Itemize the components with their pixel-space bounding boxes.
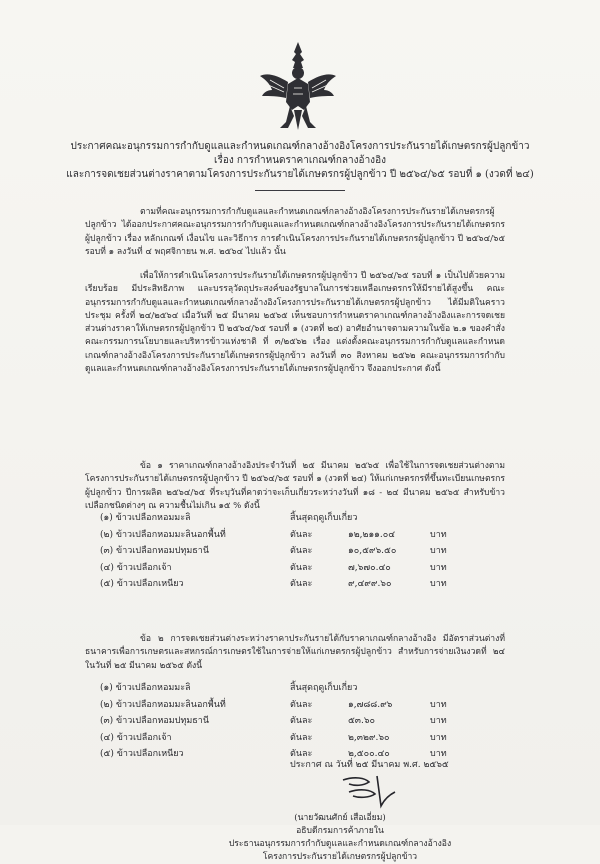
list-item — [90, 680, 510, 697]
list-item-value: ๑๐,๕๙๖.๕๐ — [348, 546, 397, 556]
list-item-label: (๑) ข้าวเปลือกหอมมะลิ — [100, 683, 191, 693]
signature-mark — [335, 772, 415, 810]
list-item-unit: ตันละ — [290, 699, 313, 710]
list-item-label: (๓) ข้าวเปลือกหอมปทุมธานี — [100, 546, 210, 556]
list-item-unit: ตันละ — [290, 732, 313, 743]
list-item-label: (๒) ข้าวเปลือกหอมมะลินอกพื้นที่ — [100, 699, 226, 710]
reference-price-list — [90, 510, 510, 593]
title-line-2: เรื่อง การกำหนดราคาเกณฑ์กลางอ้างอิง — [214, 155, 386, 166]
list-item-currency: บาท — [430, 749, 447, 759]
list-item — [90, 697, 510, 714]
list-item-unit: ตันละ — [290, 562, 313, 573]
paragraph-4: ข้อ ๒ การจดเชยส่วนต่างระหว่างราคาประกันรายได้กับราคาเกณฑ์กลางอ้างอิง มีอัตราส่วนต่างที่ธนาคารเพื่อการเกษตรและสหกรณ์การเกษตรใช้ในการจ่ายให้แก่เกษตรกรผู้ปลูกข้าว สำหรับการจ่ายเงินงวดที่ ๒๔ ในวันที่ ๒๕ มีนาคม ๒๕๖๕ ดังนี้ — [85, 634, 505, 671]
signer-title-1: อธิบดีกรมการค้าภายใน — [296, 826, 384, 836]
list-item-currency: บาท — [430, 716, 447, 726]
list-item-label: (๔) ข้าวเปลือกเจ้า — [100, 732, 172, 743]
title-divider — [255, 190, 345, 191]
list-item-currency: บาท — [430, 529, 447, 540]
title-line-1: ประกาศคณะอนุกรรมการกำกับดูแลและกำหนดเกณฑ์กลางอ้างอิงโครงการประกันรายได้เกษตรกรผู้ปลูกข้าว — [70, 141, 530, 152]
compensation-list — [90, 680, 510, 763]
list-item — [90, 730, 510, 747]
list-item-unit: ตันละ — [290, 749, 313, 759]
list-item — [90, 510, 510, 527]
list-item-label: (๔) ข้าวเปลือกเจ้า — [100, 562, 172, 573]
list-item-note: สิ้นสุดฤดูเก็บเกี่ยว — [290, 513, 358, 523]
paragraph-2: เพื่อให้การดำเนินโครงการประกันรายได้เกษตรกรผู้ปลูกข้าว ปี ๒๕๖๔/๖๕ รอบที่ ๑ เป็นไปด้วยความเรียบร้อย มีประสิทธิภาพ และบรรลุวัตถุประสงค์ของรัฐบาลในการช่วยเหลือเกษตรกรให้มีรายได้สูงขึ้น คณะอนุกรรมการกำกับดูแลและกำหนดเกณฑ์กลางอ้างอิงโครงการประกันรายได้เกษตรกรผู้ปลูกข้าว ได้มีมติในคราวประชุม ครั้งที่ ๒๔/๒๕๖๔ เมื่อวันที่ ๒๕ มีนาคม ๒๕๖๕ เห็นชอบการกำหนดราคาเกณฑ์กลางอ้างอิงและการจดเชยส่วนต่างราคาให้เกษตรกรผู้ปลูกข้าว ปี ๒๕๖๔/๖๕ รอบที่ ๑ (งวดที่ ๒๔) อาศัยอำนาจตามความในข้อ ๒.๑ ของคำสั่งคณะกรรมการนโยบายและบริหารข้าวแห่งชาติ ที่ ๓/๒๕๖๒ เรื่อง แต่งตั้งคณะอนุกรรมการกำกับดูแลและกำหนดเกณฑ์กลางอ้างอิงโครงการประกันรายได้เกษตรกรผู้ปลูกข้าว ลงวันที่ ๓๐ สิงหาคม ๒๕๖๒ คณะอนุกรรมการกำกับดูแลและกำหนดเกณฑ์กลางอ้างอิงโครงการประกันรายได้เกษตรกรผู้ปลูกข้าว จึงออกประกาศ ดังนี้ — [85, 271, 505, 375]
list-item-label: (๓) ข้าวเปลือกหอมปทุมธานี — [100, 716, 210, 726]
list-item — [90, 576, 510, 593]
list-item-currency: บาท — [430, 699, 447, 710]
list-item-unit: ตันละ — [290, 529, 313, 540]
list-item — [90, 560, 510, 577]
list-item — [90, 527, 510, 544]
list-item-label: (๕) ข้าวเปลือกเหนียว — [100, 579, 184, 589]
paragraph-1: ตามที่คณะอนุกรรมการกำกับดูแลและกำหนดเกณฑ์กลางอ้างอิงโครงการประกันรายได้เกษตรกรผู้ปลูกข้าว ได้ออกประกาศคณะอนุกรรมการกำกับดูแลและกำหนดเกณฑ์กลางอ้างอิงโครงการประกันรายได้เกษตรกรผู้ปลูกข้าว เรื่อง หลักเกณฑ์ เงื่อนไข และวิธีการ การดำเนินโครงการประกันรายได้เกษตรกรผู้ปลูกข้าว ปี ๒๕๖๔/๖๕ รอบที่ ๑ ลงวันที่ ๔ พฤศจิกายน พ.ศ. ๒๕๖๔ ไปแล้ว นั้น — [85, 207, 505, 257]
signer-name: (นายวัฒนศักย์ เสือเอี่ยม) — [294, 813, 386, 823]
title-line-3: และการจดเชยส่วนต่างราคาตามโครงการประกันรายได้เกษตรกรผู้ปลูกข้าว ปี ๒๕๖๔/๖๕ รอบที่ ๑ (งวดที่ ๒๔) — [66, 169, 534, 180]
list-item-label: (๒) ข้าวเปลือกหอมมะลินอกพื้นที่ — [100, 529, 226, 540]
list-item-value: ๒,๕๐๐.๔๐ — [348, 749, 390, 759]
list-item-label: (๑) ข้าวเปลือกหอมมะลิ — [100, 513, 191, 523]
list-item-label: (๕) ข้าวเปลือกเหนียว — [100, 749, 184, 759]
list-item-currency: บาท — [430, 732, 447, 743]
list-item-note: สิ้นสุดฤดูเก็บเกี่ยว — [290, 683, 358, 693]
list-item-value: ๑๒,๒๑๑.๐๔ — [348, 529, 396, 540]
list-item-value: ๒,๓๒๙.๖๐ — [348, 732, 390, 743]
list-item-value: ๕๓.๖๐ — [348, 716, 376, 726]
list-item-currency: บาท — [430, 562, 447, 573]
list-item-unit: ตันละ — [290, 716, 313, 726]
list-item-value: ๑,๗๘๘.๙๖ — [348, 699, 393, 710]
list-item-value: ๙,๔๙๙.๖๐ — [348, 579, 392, 589]
list-item-currency: บาท — [430, 579, 447, 589]
paragraph-3: ข้อ ๑ ราคาเกณฑ์กลางอ้างอิงประจำวันที่ ๒๕ มีนาคม ๒๕๖๕ เพื่อใช้ในการจดเชยส่วนต่างตามโครงการประกันรายได้เกษตรกรผู้ปลูกข้าว ปี ๒๕๖๔/๖๕ รอบที่ ๑ (งวดที่ ๒๔) ให้แก่เกษตรกรที่ขึ้นทะเบียนเกษตรกรผู้ปลูกข้าว ปีการผลิต ๒๕๖๔/๖๕ ที่ระบุวันที่คาดว่าจะเก็บเกี่ยวระหว่างวันที่ ๑๘ - ๒๔ มีนาคม ๒๕๖๕ สำหรับข้าวเปลือกชนิดต่างๆ ณ ความชื้นไม่เกิน ๑๕ % ดังนี้ — [85, 461, 505, 511]
list-item-unit: ตันละ — [290, 579, 313, 589]
garuda-emblem-icon — [258, 40, 338, 132]
list-item-currency: บาท — [430, 546, 447, 556]
announcement-date: ประกาศ ณ วันที่ ๒๕ มีนาคม พ.ศ. ๒๕๖๕ — [290, 760, 449, 770]
signer-title-3: โครงการประกันรายได้เกษตรกรผู้ปลูกข้าว — [262, 852, 418, 862]
list-item — [90, 713, 510, 730]
list-item-unit: ตันละ — [290, 546, 313, 556]
list-item-value: ๗,๖๗๐.๔๐ — [348, 562, 391, 573]
list-item — [90, 543, 510, 560]
signer-title-2: ประธานอนุกรรมการกำกับดูแลและกำหนดเกณฑ์กลางอ้างอิง — [228, 839, 452, 849]
